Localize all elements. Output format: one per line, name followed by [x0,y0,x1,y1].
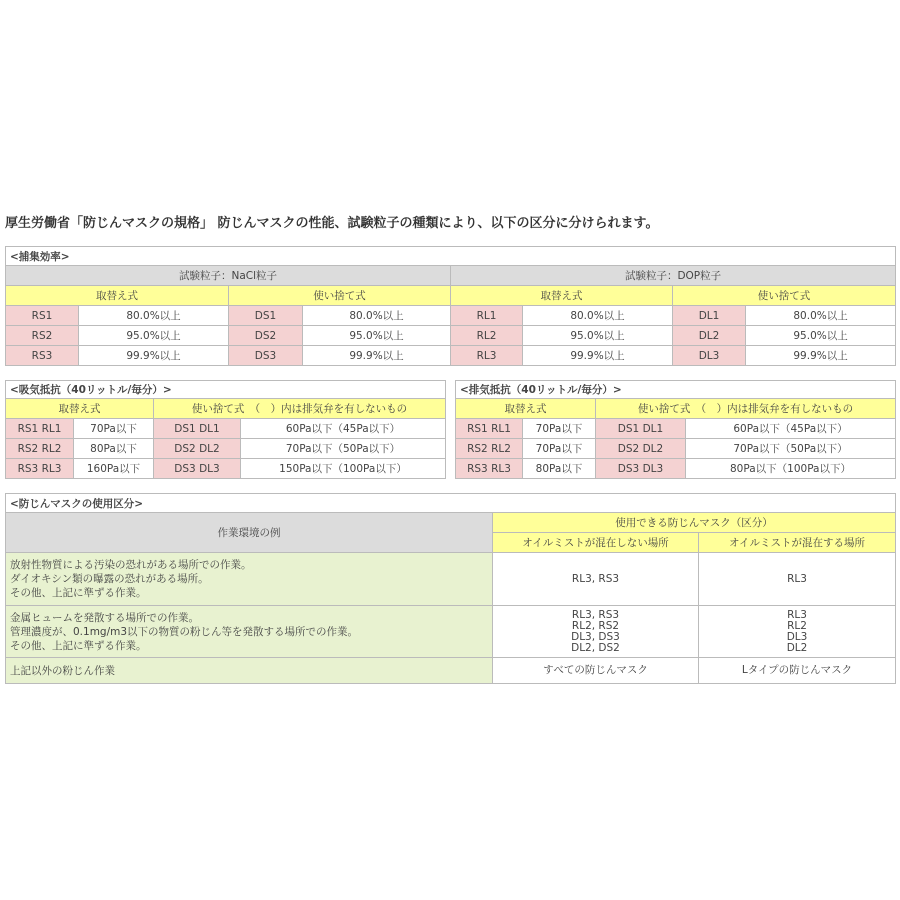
class-cell: DL1 [673,306,746,326]
value-cell: 160Pa以下 [74,459,154,479]
collection-efficiency-table [5,246,896,366]
table-row [6,658,896,684]
class-cell: DL3 [673,346,746,366]
table-row [456,419,896,439]
cell-line: DL3 [786,630,808,643]
class-cell: RL1 [451,306,523,326]
cell-line: ダイオキシン類の曝露の恐れがある場所。 [10,573,209,585]
class-cell: DS2 DL2 [154,439,241,459]
class-cell: RL2 [451,326,523,346]
class-cell: RS3 RL3 [456,459,523,479]
cell-line: 管理濃度が、0.1mg/m3以下の物質の粉じん等を発散する場所での作業。 [10,625,359,638]
oil-cell [699,553,896,606]
oil-header: オイルミストが混在する場所 [699,533,896,553]
replace-header: 取替え式 [456,399,596,419]
page-title: 厚生労働省「防じんマスクの規格」 防じんマスクの性能、試験粒子の種類により、以下の区分に分けられます。 [5,216,659,231]
value-cell: 60Pa以下（45Pa以下） [686,419,896,439]
mask-header: 使用できる防じんマスク（区分） [493,513,896,533]
table-row [6,419,446,439]
table-row [6,326,896,346]
class-cell: DS2 [229,326,303,346]
no-oil-cell [493,606,699,658]
value-cell: 99.9%以上 [303,346,451,366]
exhale-resistance-table [455,380,896,479]
env-cell [6,658,493,684]
no-oil-header: オイルミストが混在しない場所 [493,533,699,553]
class-cell: DS3 DL3 [154,459,241,479]
cell-line: 金属ヒュームを発散する場所での作業。 [10,611,199,624]
value-cell: 70Pa以下 [523,419,596,439]
replace-header: 取替え式 [6,286,229,306]
table-row [6,439,446,459]
table-row [6,553,896,606]
cell-line: RL3, RS3 [571,608,620,621]
value-cell: 80Pa以下 [74,439,154,459]
table-row [6,306,896,326]
cell-line: DL2 [786,641,808,654]
section-caption: <防じんマスクの使用区分> [6,494,896,513]
class-cell: DS1 DL1 [154,419,241,439]
value-cell: 99.9%以上 [523,346,673,366]
value-cell: 70Pa以下（50Pa以下） [686,439,896,459]
class-cell: RS1 [6,306,79,326]
class-cell: RS1 RL1 [456,419,523,439]
inhale-resistance-table [5,380,446,479]
value-cell: 70Pa以下（50Pa以下） [241,439,446,459]
class-cell: RS3 [6,346,79,366]
cell-line: その他、上記に準ずる作業。 [10,639,147,652]
class-cell: RS2 RL2 [456,439,523,459]
table-row [6,459,446,479]
disposable-header: 使い捨て式 （ ）内は排気弁を有しないもの [154,399,446,419]
replace-header: 取替え式 [451,286,673,306]
cell-line: RL3, RS3 [571,572,620,585]
cell-line: 上記以外の粉じん作業 [10,664,115,677]
env-cell [6,553,493,606]
particle-header: 試験粒子：NaCl粒子 [6,266,451,286]
value-cell: 95.0%以上 [746,326,896,346]
replace-header: 取替え式 [6,399,154,419]
particle-header: 試験粒子：DOP粒子 [451,266,896,286]
table-row [456,459,896,479]
oil-cell [699,606,896,658]
cell-line: 放射性物質による汚染の恐れがある場所での作業。 [10,559,252,571]
class-cell: RS3 RL3 [6,459,74,479]
cell-line: DL3, DS3 [571,630,620,643]
cell-line: RL3 [787,608,807,621]
section-caption: <吸気抵抗（40リットル/毎分）> [6,381,446,399]
class-cell: RS2 [6,326,79,346]
class-cell: RS1 RL1 [6,419,74,439]
cell-line: DL2, DS2 [571,641,620,654]
table-row [6,606,896,658]
class-cell: DS3 DL3 [596,459,686,479]
value-cell: 60Pa以下（45Pa以下） [241,419,446,439]
cell-line: すべての防じんマスク [543,664,648,676]
value-cell: 80.0%以上 [523,306,673,326]
env-cell [6,606,493,658]
no-oil-cell [493,553,699,606]
value-cell: 80.0%以上 [746,306,896,326]
value-cell: 80.0%以上 [303,306,451,326]
table-row [6,346,896,366]
disposable-header: 使い捨て式 [229,286,451,306]
value-cell: 80Pa以下（100Pa以下） [686,459,896,479]
value-cell: 80.0%以上 [79,306,229,326]
value-cell: 95.0%以上 [523,326,673,346]
section-caption: <捕集効率> [6,247,896,266]
value-cell: 70Pa以下 [74,419,154,439]
usage-classification-table [5,493,896,684]
class-cell: DS1 [229,306,303,326]
value-cell: 150Pa以下（100Pa以下） [241,459,446,479]
value-cell: 99.9%以上 [746,346,896,366]
class-cell: RS2 RL2 [6,439,74,459]
table-row [456,439,896,459]
class-cell: RL3 [451,346,523,366]
cell-line: RL2, RS2 [571,619,620,632]
env-header: 作業環境の例 [6,513,493,553]
value-cell: 80Pa以下 [523,459,596,479]
class-cell: DS3 [229,346,303,366]
value-cell: 70Pa以下 [523,439,596,459]
disposable-header: 使い捨て式 [673,286,896,306]
value-cell: 95.0%以上 [79,326,229,346]
class-cell: DS1 DL1 [596,419,686,439]
cell-line: RL3 [787,572,807,585]
value-cell: 99.9%以上 [79,346,229,366]
cell-line: RL2 [787,619,807,632]
section-caption: <排気抵抗（40リットル/毎分）> [456,381,896,399]
class-cell: DL2 [673,326,746,346]
value-cell: 95.0%以上 [303,326,451,346]
cell-line: Lタイプの防じんマスク [741,664,853,676]
oil-cell [699,658,896,684]
class-cell: DS2 DL2 [596,439,686,459]
no-oil-cell [493,658,699,684]
cell-line: その他、上記に準ずる作業。 [10,587,147,599]
disposable-header: 使い捨て式 （ ）内は排気弁を有しないもの [596,399,896,419]
